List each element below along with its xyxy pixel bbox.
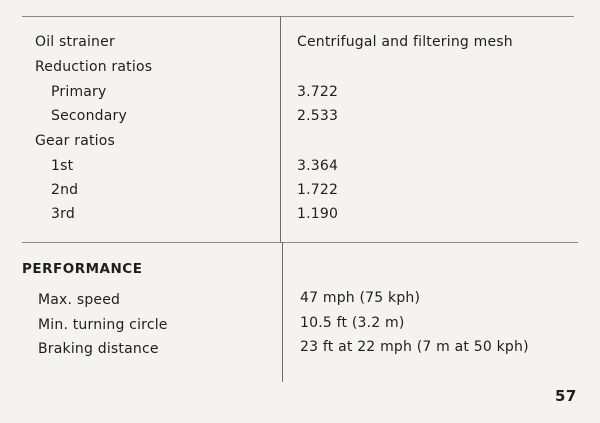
row-label-max-speed: Max. speed (38, 292, 121, 308)
row-value-primary: 3.722 (297, 84, 339, 100)
row-label-1st: 1st (51, 158, 74, 174)
row-value-braking-distance: 23 ft at 22 mph (7 m at 50 kph) (300, 339, 529, 355)
row-label-braking-distance: Braking distance (38, 341, 159, 357)
row-label-gear-ratios: Gear ratios (35, 133, 116, 149)
top-rule (22, 16, 574, 17)
page-number: 57 (555, 387, 577, 405)
row-label-2nd: 2nd (51, 182, 79, 198)
performance-heading: PERFORMANCE (22, 261, 143, 277)
row-value-3rd: 1.190 (297, 206, 339, 222)
row-label-3rd: 3rd (51, 206, 75, 222)
row-label-oil-strainer: Oil strainer (35, 34, 115, 50)
column-divider-upper (280, 16, 281, 242)
row-label-secondary: Secondary (51, 108, 127, 124)
row-label-min-turning-circle: Min. turning circle (38, 317, 168, 333)
row-value-min-turning-circle: 10.5 ft (3.2 m) (300, 315, 405, 331)
row-value-2nd: 1.722 (297, 182, 339, 198)
row-value-secondary: 2.533 (297, 108, 339, 124)
row-value-1st: 3.364 (297, 158, 339, 174)
section-divider-rule (22, 242, 578, 243)
row-value-max-speed: 47 mph (75 kph) (300, 290, 421, 306)
row-label-reduction-ratios: Reduction ratios (35, 59, 153, 75)
row-value-oil-strainer: Centrifugal and filtering mesh (297, 34, 513, 50)
column-divider-lower (282, 242, 283, 382)
row-label-primary: Primary (51, 84, 107, 100)
